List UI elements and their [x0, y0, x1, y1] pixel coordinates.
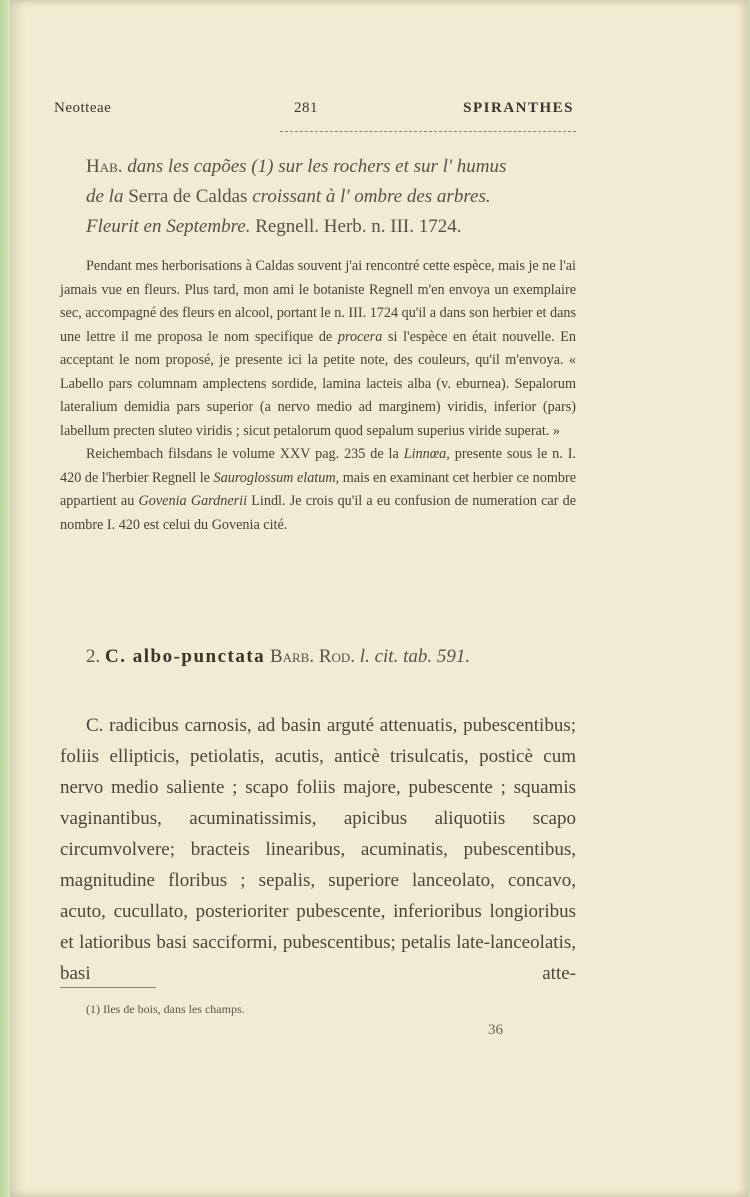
- habitat-line2-c: croissant à l' ombre des arbres.: [252, 186, 491, 207]
- species-author: Barb. Rod.: [269, 646, 356, 667]
- p2-e: mais en examinant cet herbier ce nombre appartient au: [60, 469, 576, 509]
- species-reference: l. cit. tab. 591.: [359, 646, 471, 667]
- species-number: 2.: [86, 646, 101, 667]
- species-heading: [60, 642, 578, 672]
- signature-folio: 36: [488, 1022, 503, 1038]
- species-name: C. albo-punctata: [105, 646, 266, 667]
- latin-description: [60, 710, 576, 989]
- header-genus-title: SPIRANTHES: [463, 100, 574, 116]
- habitat-line3-a: Fleurit en Septembre.: [86, 216, 251, 237]
- p2-d: Sauroglossum elatum,: [213, 469, 340, 486]
- paragraph-2: [60, 443, 576, 537]
- habitat-line-2: [86, 182, 580, 212]
- habitat-line3-b: Regnell. Herb. n. III. 1724.: [255, 216, 462, 237]
- habitat-line2-b: Serra de Caldas: [128, 186, 248, 207]
- header-section-title: Neotteae: [54, 100, 112, 116]
- paragraph-1: [60, 255, 576, 443]
- book-page: [10, 0, 748, 1197]
- habitat-label: Hab.: [86, 156, 123, 177]
- p2-b: Linnœa,: [403, 446, 450, 462]
- habitat-line-3: [86, 212, 580, 242]
- habitat-line1-text: dans les capões (1) sur les rochers et sur l' humus: [127, 156, 507, 177]
- footnote: (1) Iles de bois, dans les champs.: [86, 1002, 245, 1016]
- p1-c: si l'espèce en était nouvelle. En acceptant le nom proposé, je presente ici la petite note, des couleurs, qu'il m'envoya. « Labello pars columnam amplectens sordide, lamina lacteis alba (v. eburnea). Sepalorum lateralium demidia pars superior (a nervo medio ad marginem) viridis, inferior (pars) labellum precten sluteo viridis ; sicut petalorum quod sepalum superius viride superat. »: [60, 328, 577, 439]
- p2-c: presente sous le n. I. 420 de l'herbier Regnell le: [60, 446, 576, 486]
- footnote-rule: [60, 987, 156, 988]
- header-page-number: 281: [294, 100, 318, 116]
- habitat-note: [86, 152, 580, 242]
- latin-paragraph: C. radicibus carnosis, ad basin arguté attenuatis, pubescentibus; foliis ellipticis, petiolatis, acutis, anticè trisulcatis, posticè cum nervo medio saliente ; scapo foliis majore, pubescente ; squamis vaginantibus, acuminatissimis, apicibus aliquotiis scapo circumvolvere; bracteis linearibus, acuminatis, pubescentibus, magnitudine floribus ; sepalis, superiore lanceolato, concavo, acuto, cucullato, posterioriter pubescente, inferioribus longioribus et latioribus basi sacciformi, pubescentibus; petalis late-lanceolatis, basi atte-: [60, 715, 576, 984]
- header-rule: [280, 131, 576, 132]
- p2-a: Reichembach filsdans le volume XXV pag. 235 de la: [86, 446, 399, 462]
- p2-f: Govenia Gardnerii: [138, 493, 248, 509]
- habitat-line-1: [86, 152, 580, 182]
- page-edge-strip: [0, 0, 10, 1197]
- p2-g: Lindl. Je crois qu'il a eu confusion de numeration car de nombre I. 420 est celui du Govenia cité.: [60, 493, 577, 533]
- habitat-line2-a: de la: [86, 186, 124, 207]
- p1-b: procera: [337, 328, 383, 345]
- running-header: [54, 100, 574, 124]
- p1-a: Pendant mes herborisations à Caldas souvent j'ai rencontré cette espèce, mais je ne l'ai jamais vue en fleurs. Plus tard, mon ami le botaniste Regnell m'en envoya un exemplaire sec, accompagné des fleurs en alcool, portant le n. III. 1724 qu'il a dans son herbier et dans une lettre il me proposa le nom specifique de: [60, 258, 576, 345]
- commentary: [60, 255, 576, 537]
